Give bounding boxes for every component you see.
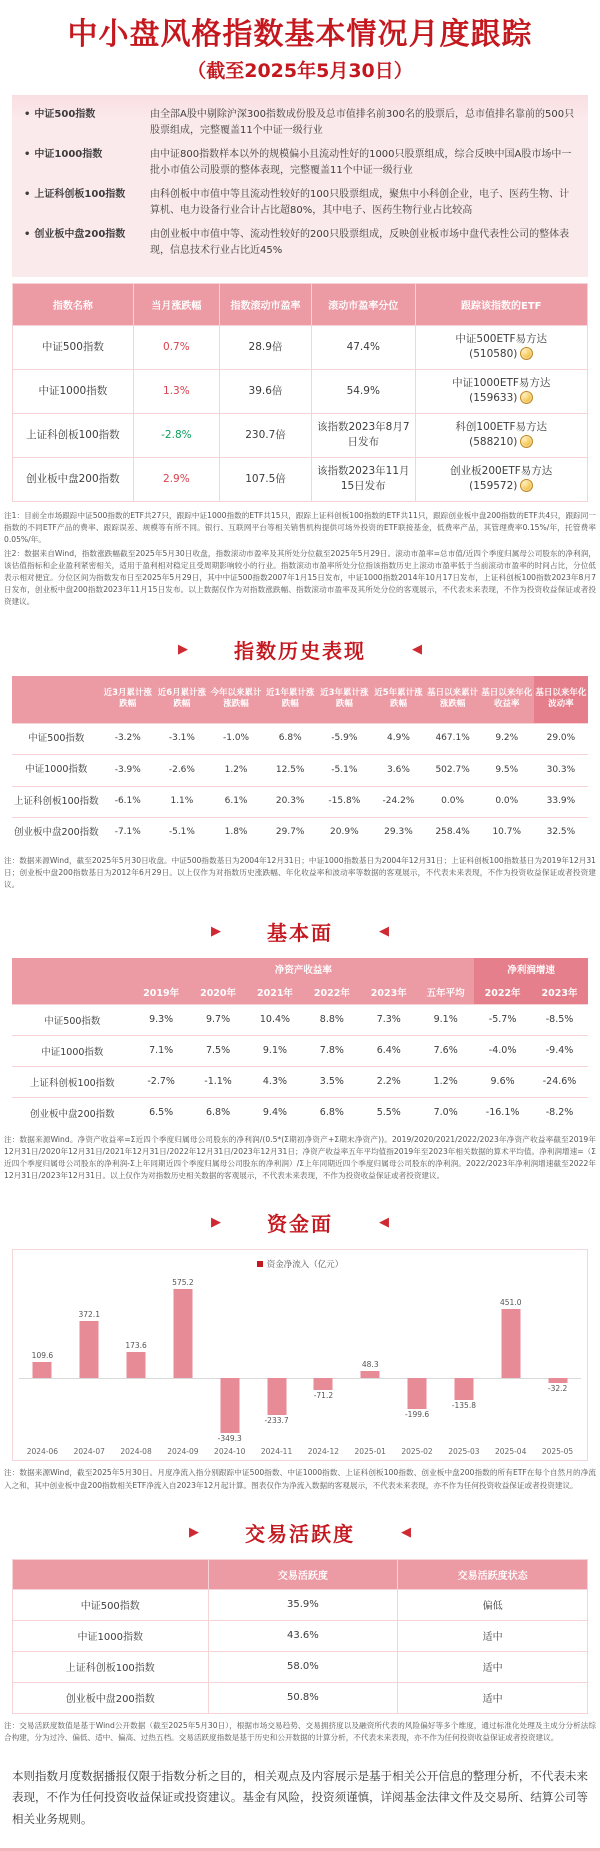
etf-name: 中证500ETF易方达: [455, 333, 548, 346]
value-cell: 20.9%: [317, 818, 371, 849]
activity-table: [12, 1559, 588, 1714]
chart-legend: 资金净流入（亿元）: [19, 1258, 581, 1270]
col-header: 2020年: [190, 980, 247, 1005]
value-cell: 7.6%: [417, 1035, 474, 1066]
fundamentals-table: [12, 958, 588, 1128]
chart-bar-group: [66, 1272, 113, 1446]
intro-item: [22, 227, 578, 260]
value-cell: 9.1%: [417, 1004, 474, 1035]
index-name: 中证500指数: [13, 1589, 209, 1620]
table-row: [13, 413, 588, 457]
col-header: 近3月累计涨跌幅: [101, 676, 155, 724]
col-header: 指数滚动市盈率: [220, 283, 312, 325]
value-cell: 5.5%: [360, 1097, 417, 1128]
right-triangle-icon: ▶: [211, 923, 221, 939]
note-overview-1: 注1：目前全市场跟踪中证500指数的ETF共27只，跟踪中证1000指数的ETF共15只，跟踪上证科创板100指数的ETF共11只，跟踪创业板中盘200指数的ETF共4只，跟踪同一指数的不同ETF产品的费率、跟踪误差、规模等有所不同。银行、互联网平台等相关销售机构提供可场外投资的ETF联接基金，低费率产品，其管理费率0.15%/年，托管费率0.05%/年。: [4, 510, 596, 544]
value-cell: 10.7%: [480, 818, 534, 849]
etf-code: (159633): [469, 392, 518, 404]
page-title: 中小盘风格指数基本情况月度跟踪: [67, 17, 533, 52]
value-cell: -1.1%: [190, 1066, 247, 1097]
x-axis-tick-label: 2024-10: [214, 1447, 246, 1457]
intro-index-desc: 由全部A股中剔除沪深300指数成份股及总市值排名前300名的股票后，总市值排名靠前的500只股票组成，完整覆盖11个中证一级行业: [150, 108, 575, 136]
col-header: 指数名称: [13, 283, 134, 325]
index-name: 中证500指数: [12, 724, 101, 755]
bar: [408, 1378, 427, 1409]
value-cell: -1.0%: [209, 724, 263, 755]
pe-value: 107.5倍: [220, 457, 312, 501]
intro-index-desc: 由创业板中市值中等、流动性较好的200只股票组成，反映创业板市场中盘代表性公司的整体表现，信息技术行业占比近45%: [150, 228, 570, 256]
value-cell: 9.4%: [247, 1097, 304, 1128]
value-cell: 258.4%: [426, 818, 480, 849]
table-row: [12, 724, 588, 755]
col-header: 交易活跃度状态: [398, 1559, 588, 1589]
etf-code: (159572): [469, 480, 518, 492]
activity-status: 适中: [398, 1620, 588, 1651]
note-fundamentals: 注：数据来源Wind。净资产收益率=Σ近四个季度归属母公司股东的净利润/(0.5*(Σ期初净资产+Σ期末净资产))。2019/2020/2021/2022/2023年净资产收益率截至2019年12月31日/2020年12月31日/2021年12月31日/2022年12月31日/2023年12月31日；净资产收益率五年平均值指2019年至2023年相关数据的算术平均值。净利润增速=（Σ近四个季度归属母公司股东的净利润-Σ上年同期近四个季度归属母公司股东的净利润）/Σ上年同期近四个季度归属母公司股东的净利润。2022/2023年净利润增速截至2022年12月31日/2023年12月31日。以上仅作为对指数历史相关数据的客观展示，不代表未来表现，不作为投资收益保证或者投资建议。: [4, 1134, 596, 1181]
value-cell: 6.8%: [303, 1097, 360, 1128]
value-cell: -7.1%: [101, 818, 155, 849]
value-cell: 6.8%: [190, 1097, 247, 1128]
chart-bar-group: [253, 1272, 300, 1446]
bullet-icon: •: [24, 228, 31, 240]
index-name: 上证科创板100指数: [13, 413, 134, 457]
note-activity: 注：交易活跃度数值是基于Wind公开数据（截至2025年5月30日），根据市场交易趋势、交易拥挤度以及融资所代表的风险偏好等多个维度，通过标准化处理及主成分分析法综合构建，分为过冷、偏低、适中、偏高、过热五档。交易活跃度指数是基于历史和公开数据的计算分析，不代表未来表现，亦不作为任何投资收益保证或者投资建议。: [4, 1720, 596, 1742]
value-cell: -5.9%: [317, 724, 371, 755]
pe-percentile: 47.4%: [312, 325, 416, 369]
chart-bar-group: [347, 1272, 394, 1446]
section-fundamentals: ▶ 基本面 ◀: [211, 920, 389, 945]
bar-value-label: -349.3: [217, 1433, 242, 1443]
col-header: 交易活跃度: [208, 1559, 398, 1589]
value-cell: 4.9%: [371, 724, 425, 755]
bullet-icon: •: [24, 148, 31, 160]
etf-name: 科创100ETF易方达: [455, 421, 548, 434]
bar: [220, 1378, 239, 1432]
value-cell: 1.2%: [209, 755, 263, 786]
value-cell: -2.6%: [155, 755, 209, 786]
coin-icon: [520, 435, 533, 448]
value-cell: 6.4%: [360, 1035, 417, 1066]
table-header-row: [12, 676, 588, 724]
etf-name: 中证1000ETF易方达: [452, 377, 551, 390]
intro-item: [22, 107, 578, 140]
flows-chart: [12, 1249, 588, 1461]
value-cell: -4.0%: [474, 1035, 531, 1066]
left-triangle-icon: ◀: [379, 923, 389, 939]
legend-square-icon: [257, 1261, 263, 1267]
bar: [33, 1362, 52, 1379]
bar: [127, 1352, 146, 1379]
value-cell: 0.0%: [480, 786, 534, 817]
index-name: 创业板中盘200指数: [13, 1682, 209, 1713]
index-name: 中证1000指数: [13, 369, 134, 413]
value-cell: 0.0%: [426, 786, 480, 817]
col-header: 2023年: [360, 980, 417, 1005]
page-subtitle: （截至2025年5月30日）: [187, 59, 413, 82]
bar: [80, 1321, 99, 1379]
left-triangle-icon: ◀: [401, 1524, 411, 1540]
group-header-profit-growth: 净利润增速: [474, 958, 588, 980]
etf-code: (588210): [469, 436, 518, 448]
intro-index-name: 中证500指数: [34, 108, 96, 120]
history-table: [12, 676, 588, 849]
table-row: [12, 1035, 588, 1066]
pe-percentile: 54.9%: [312, 369, 416, 413]
value-cell: 29.7%: [263, 818, 317, 849]
table-row: [12, 1097, 588, 1128]
value-cell: 30.3%: [534, 755, 588, 786]
disclaimer-text: 本则指数月度数据播报仅限于指数分析之目的，相关观点及内容展示是基于相关公开信息的整理分析，不代表未来表现，不作为任何投资收益保证或投资建议。基金有风险，投资须谨慎，详阅基金法律文件及交易所、结算公司等相关业务规则。: [12, 1769, 588, 1826]
col-header: 基日以来年化收益率: [480, 676, 534, 724]
note-flows: 注：数据来源Wind，截至2025年5月30日。月度净流入指分别跟踪中证500指数、中证1000指数、上证科创板100指数、创业板中盘200指数的所有ETF在每个自然月的净流入之和，其中创业板中盘200指数相关ETF净流入自2023年12月起计算。图表仅作为净流入数据的客观展示，不代表未来表现，亦不作为任何投资收益保证或者投资建议。: [4, 1468, 596, 1490]
pe-value: 28.9倍: [220, 325, 312, 369]
pe-value: 39.6倍: [220, 369, 312, 413]
value-cell: 12.5%: [263, 755, 317, 786]
col-header: 2021年: [247, 980, 304, 1005]
chart-bar-group: [394, 1272, 441, 1446]
chart-bar-group: [160, 1272, 207, 1446]
monthly-change: -2.8%: [133, 413, 219, 457]
pe-value: 230.7倍: [220, 413, 312, 457]
value-cell: 4.3%: [247, 1066, 304, 1097]
activity-value: 35.9%: [208, 1589, 398, 1620]
index-name: 上证科创板100指数: [12, 786, 101, 817]
index-intro-panel: [12, 95, 588, 277]
col-header: 当月涨跌幅: [133, 283, 219, 325]
x-axis-tick-label: 2024-12: [307, 1447, 340, 1457]
bar-value-label: 451.0: [500, 1297, 522, 1307]
value-cell: 9.5%: [480, 755, 534, 786]
bar-value-label: 575.2: [172, 1278, 194, 1288]
value-cell: 29.3%: [371, 818, 425, 849]
value-cell: 7.0%: [417, 1097, 474, 1128]
table-header-row: [13, 283, 588, 325]
x-axis-tick-label: 2025-05: [541, 1447, 574, 1457]
value-cell: 9.1%: [247, 1035, 304, 1066]
table-row: [13, 369, 588, 413]
table-row: [13, 457, 588, 501]
section-activity: ▶ 交易活跃度 ◀: [189, 1521, 411, 1546]
value-cell: -5.1%: [317, 755, 371, 786]
intro-item: [22, 147, 578, 180]
activity-status: 适中: [398, 1651, 588, 1682]
value-cell: 1.8%: [209, 818, 263, 849]
pe-percentile: 该指数2023年11月15日发布: [312, 457, 416, 501]
monthly-change: 1.3%: [133, 369, 219, 413]
value-cell: 7.3%: [360, 1004, 417, 1035]
bullet-icon: •: [24, 188, 31, 200]
value-cell: 6.5%: [133, 1097, 190, 1128]
col-header: 近5年累计涨跌幅: [371, 676, 425, 724]
value-cell: -2.7%: [133, 1066, 190, 1097]
value-cell: -16.1%: [474, 1097, 531, 1128]
table-row: [12, 1066, 588, 1097]
chart-bar-group: [487, 1272, 534, 1446]
section-history: ▶ 指数历史表现 ◀: [178, 638, 422, 663]
bar: [501, 1309, 520, 1379]
chart-bar-group: [534, 1272, 581, 1446]
monthly-change: 0.7%: [133, 325, 219, 369]
table-row: [12, 818, 588, 849]
col-header: 2022年: [303, 980, 360, 1005]
table-row: [13, 1589, 588, 1620]
note-overview-2: 注2：数据来自Wind，指数涨跌幅截至2025年5月30日收盘，指数滚动市盈率及其所处分位截至2025年5月29日。滚动市盈率=总市值/近四个季度归属母公司股东的净利润，该估值指标和企业盈利紧密相关，适用于盈利相对稳定且受周期影响较小的行业。指数滚动市盈率所处分位指该指数历史上滚动市盈率低于当前滚动市盈率的时间占比，分位低表示相对便宜。分位区间为指数发布日至2025年5月29日，其中中证500指数2007年1月15日发布，中证1000指数2014年10月17日发布，上证科创板100指数2023年8月7日发布，创业板中盘200指数2023年11月15日发布。以上数据仅作为对指数涨跌幅、指数滚动市盈率及其所处分位的客观展示，不代表未来表现，不作为投资收益保证或者投资建议。: [4, 548, 596, 607]
index-name: 创业板中盘200指数: [12, 1097, 133, 1128]
value-cell: 3.6%: [371, 755, 425, 786]
col-header-blank: [12, 958, 133, 1005]
value-cell: 33.9%: [534, 786, 588, 817]
col-header: 今年以来累计涨跌幅: [209, 676, 263, 724]
index-name: 创业板中盘200指数: [13, 457, 134, 501]
value-cell: -5.1%: [155, 818, 209, 849]
col-header: 近3年累计涨跌幅: [317, 676, 371, 724]
index-name: 创业板中盘200指数: [12, 818, 101, 849]
bottom-divider: [0, 1848, 600, 1851]
value-cell: -8.5%: [531, 1004, 588, 1035]
bar-value-label: -199.6: [404, 1410, 430, 1420]
value-cell: 9.2%: [480, 724, 534, 755]
index-name: 中证1000指数: [12, 755, 101, 786]
value-cell: 6.1%: [209, 786, 263, 817]
table-row: [13, 325, 588, 369]
col-header-blank: [12, 676, 101, 724]
activity-status: 适中: [398, 1682, 588, 1713]
value-cell: 502.7%: [426, 755, 480, 786]
index-name: 中证1000指数: [12, 1035, 133, 1066]
col-header: 跟踪该指数的ETF: [415, 283, 588, 325]
value-cell: 20.3%: [263, 786, 317, 817]
intro-index-name: 上证科创板100指数: [34, 188, 126, 200]
activity-value: 58.0%: [208, 1651, 398, 1682]
intro-item: [22, 187, 578, 220]
value-cell: -6.1%: [101, 786, 155, 817]
chart-bar-group: [19, 1272, 66, 1446]
chart-bar-group: [300, 1272, 347, 1446]
bar-value-label: 109.6: [31, 1350, 54, 1360]
activity-value: 43.6%: [208, 1620, 398, 1651]
value-cell: 29.0%: [534, 724, 588, 755]
value-cell: -24.2%: [371, 786, 425, 817]
intro-index-desc: 由中证800指数样本以外的规模偏小且流动性好的1000只股票组成，综合反映中国A股市场中一批小市值公司股票的整体表现，完整覆盖11个中证一级行业: [150, 148, 572, 176]
bar: [267, 1378, 286, 1414]
etf-name: 创业板200ETF易方达: [450, 465, 553, 478]
value-cell: 32.5%: [534, 818, 588, 849]
group-header-roe: 净资产收益率: [133, 958, 474, 980]
chart-bar-group: [113, 1272, 160, 1446]
monthly-change: 2.9%: [133, 457, 219, 501]
table-row: [12, 755, 588, 786]
bar-value-label: 173.6: [125, 1340, 147, 1350]
value-cell: 9.6%: [474, 1066, 531, 1097]
value-cell: -3.1%: [155, 724, 209, 755]
value-cell: -9.4%: [531, 1035, 588, 1066]
value-cell: -8.2%: [531, 1097, 588, 1128]
value-cell: 1.1%: [155, 786, 209, 817]
index-name: 中证1000指数: [13, 1620, 209, 1651]
index-name: 中证500指数: [12, 1004, 133, 1035]
left-triangle-icon: ◀: [379, 1215, 389, 1231]
value-cell: 7.5%: [190, 1035, 247, 1066]
value-cell: 1.2%: [417, 1066, 474, 1097]
x-axis-tick-label: 2024-11: [260, 1447, 293, 1457]
x-axis-tick-label: 2025-02: [401, 1447, 433, 1457]
bar-value-label: 48.3: [361, 1360, 379, 1369]
index-name: 中证500指数: [13, 325, 134, 369]
table-row: [13, 1620, 588, 1651]
etf-cell: [415, 325, 588, 369]
value-cell: -3.9%: [101, 755, 155, 786]
value-cell: 6.8%: [263, 724, 317, 755]
value-cell: -15.8%: [317, 786, 371, 817]
bar: [361, 1371, 380, 1378]
x-axis-tick-label: 2024-06: [26, 1447, 59, 1457]
col-header: 基日以来累计涨跌幅: [426, 676, 480, 724]
bar: [548, 1378, 567, 1383]
value-cell: 8.8%: [303, 1004, 360, 1035]
table-row: [13, 1651, 588, 1682]
col-header: 五年平均: [417, 980, 474, 1005]
x-axis-tick-label: 2025-04: [495, 1447, 527, 1457]
pe-percentile: 该指数2023年8月7日发布: [312, 413, 416, 457]
col-header: 2022年: [474, 980, 531, 1005]
overview-table: [12, 283, 588, 502]
x-axis-tick-label: 2024-09: [167, 1447, 199, 1457]
value-cell: 9.3%: [133, 1004, 190, 1035]
value-cell: 9.7%: [190, 1004, 247, 1035]
table-group-header-row: [12, 958, 588, 980]
value-cell: -24.6%: [531, 1066, 588, 1097]
bar-value-label: -135.8: [451, 1400, 476, 1410]
table-header-row: [13, 1559, 588, 1589]
note-history: 注：数据来源Wind，截至2025年5月30日收盘。中证500指数基日为2004年12月31日；中证1000指数基日为2004年12月31日；上证科创板100指数基日为2019年12月31日；创业板中盘200指数基日为2012年6月29日。以上仅作为对指数历史涨跌幅、年化收益率和波动率等数据的客观展示，不代表未来表现，不作为投资收益保证或者投资建议。: [4, 855, 596, 889]
section-flows: ▶ 资金面 ◀: [211, 1212, 389, 1237]
value-cell: 10.4%: [247, 1004, 304, 1035]
value-cell: 2.2%: [360, 1066, 417, 1097]
value-cell: -3.2%: [101, 724, 155, 755]
intro-index-name: 中证1000指数: [34, 148, 103, 160]
table-row: [12, 1004, 588, 1035]
etf-code: (510580): [469, 348, 518, 360]
x-axis-tick-label: 2025-03: [448, 1447, 480, 1457]
x-axis-tick-label: 2025-01: [354, 1447, 386, 1457]
coin-icon: [520, 391, 533, 404]
table-row: [12, 786, 588, 817]
bar-value-label: -233.7: [264, 1415, 289, 1425]
col-header: 基日以来年化波动率: [534, 676, 588, 724]
value-cell: 7.1%: [133, 1035, 190, 1066]
right-triangle-icon: ▶: [189, 1524, 199, 1540]
col-header: 2019年: [133, 980, 190, 1005]
value-cell: 7.8%: [303, 1035, 360, 1066]
bar: [454, 1378, 473, 1399]
chart-bar-group: [441, 1272, 488, 1446]
coin-icon: [520, 479, 533, 492]
col-header: 2023年: [531, 980, 588, 1005]
col-header-blank: [13, 1559, 209, 1589]
col-header: 近1年累计涨跌幅: [263, 676, 317, 724]
bar-value-label: 372.1: [78, 1309, 100, 1319]
bar-value-label: -71.2: [313, 1390, 334, 1400]
flows-chart-plot: [19, 1272, 581, 1446]
bullet-icon: •: [24, 108, 31, 120]
etf-cell: [415, 457, 588, 501]
etf-cell: [415, 369, 588, 413]
activity-value: 50.8%: [208, 1682, 398, 1713]
col-header: 近6月累计涨跌幅: [155, 676, 209, 724]
value-cell: 467.1%: [426, 724, 480, 755]
value-cell: 3.5%: [303, 1066, 360, 1097]
activity-status: 偏低: [398, 1589, 588, 1620]
right-triangle-icon: ▶: [178, 641, 188, 657]
flows-chart-categories: [19, 1447, 581, 1456]
intro-index-name: 创业板中盘200指数: [34, 228, 126, 240]
value-cell: -5.7%: [474, 1004, 531, 1035]
intro-index-desc: 由科创板中市值中等且流动性较好的100只股票组成，聚焦中小科创企业，电子、医药生物、计算机、电力设备行业合计占比超80%，其中电子、医药生物行业占比较高: [150, 188, 570, 216]
index-name: 上证科创板100指数: [13, 1651, 209, 1682]
coin-icon: [520, 347, 533, 360]
bar: [173, 1289, 192, 1378]
x-axis-tick-label: 2024-07: [73, 1447, 105, 1457]
x-axis-tick-label: 2024-08: [120, 1447, 152, 1457]
etf-cell: [415, 413, 588, 457]
bar-value-label: -32.2: [547, 1384, 568, 1394]
index-name: 上证科创板100指数: [12, 1066, 133, 1097]
right-triangle-icon: ▶: [211, 1215, 221, 1231]
bar: [314, 1378, 333, 1389]
left-triangle-icon: ◀: [412, 641, 422, 657]
chart-bar-group: [206, 1272, 253, 1446]
table-row: [13, 1682, 588, 1713]
col-header: 滚动市盈率分位: [312, 283, 416, 325]
